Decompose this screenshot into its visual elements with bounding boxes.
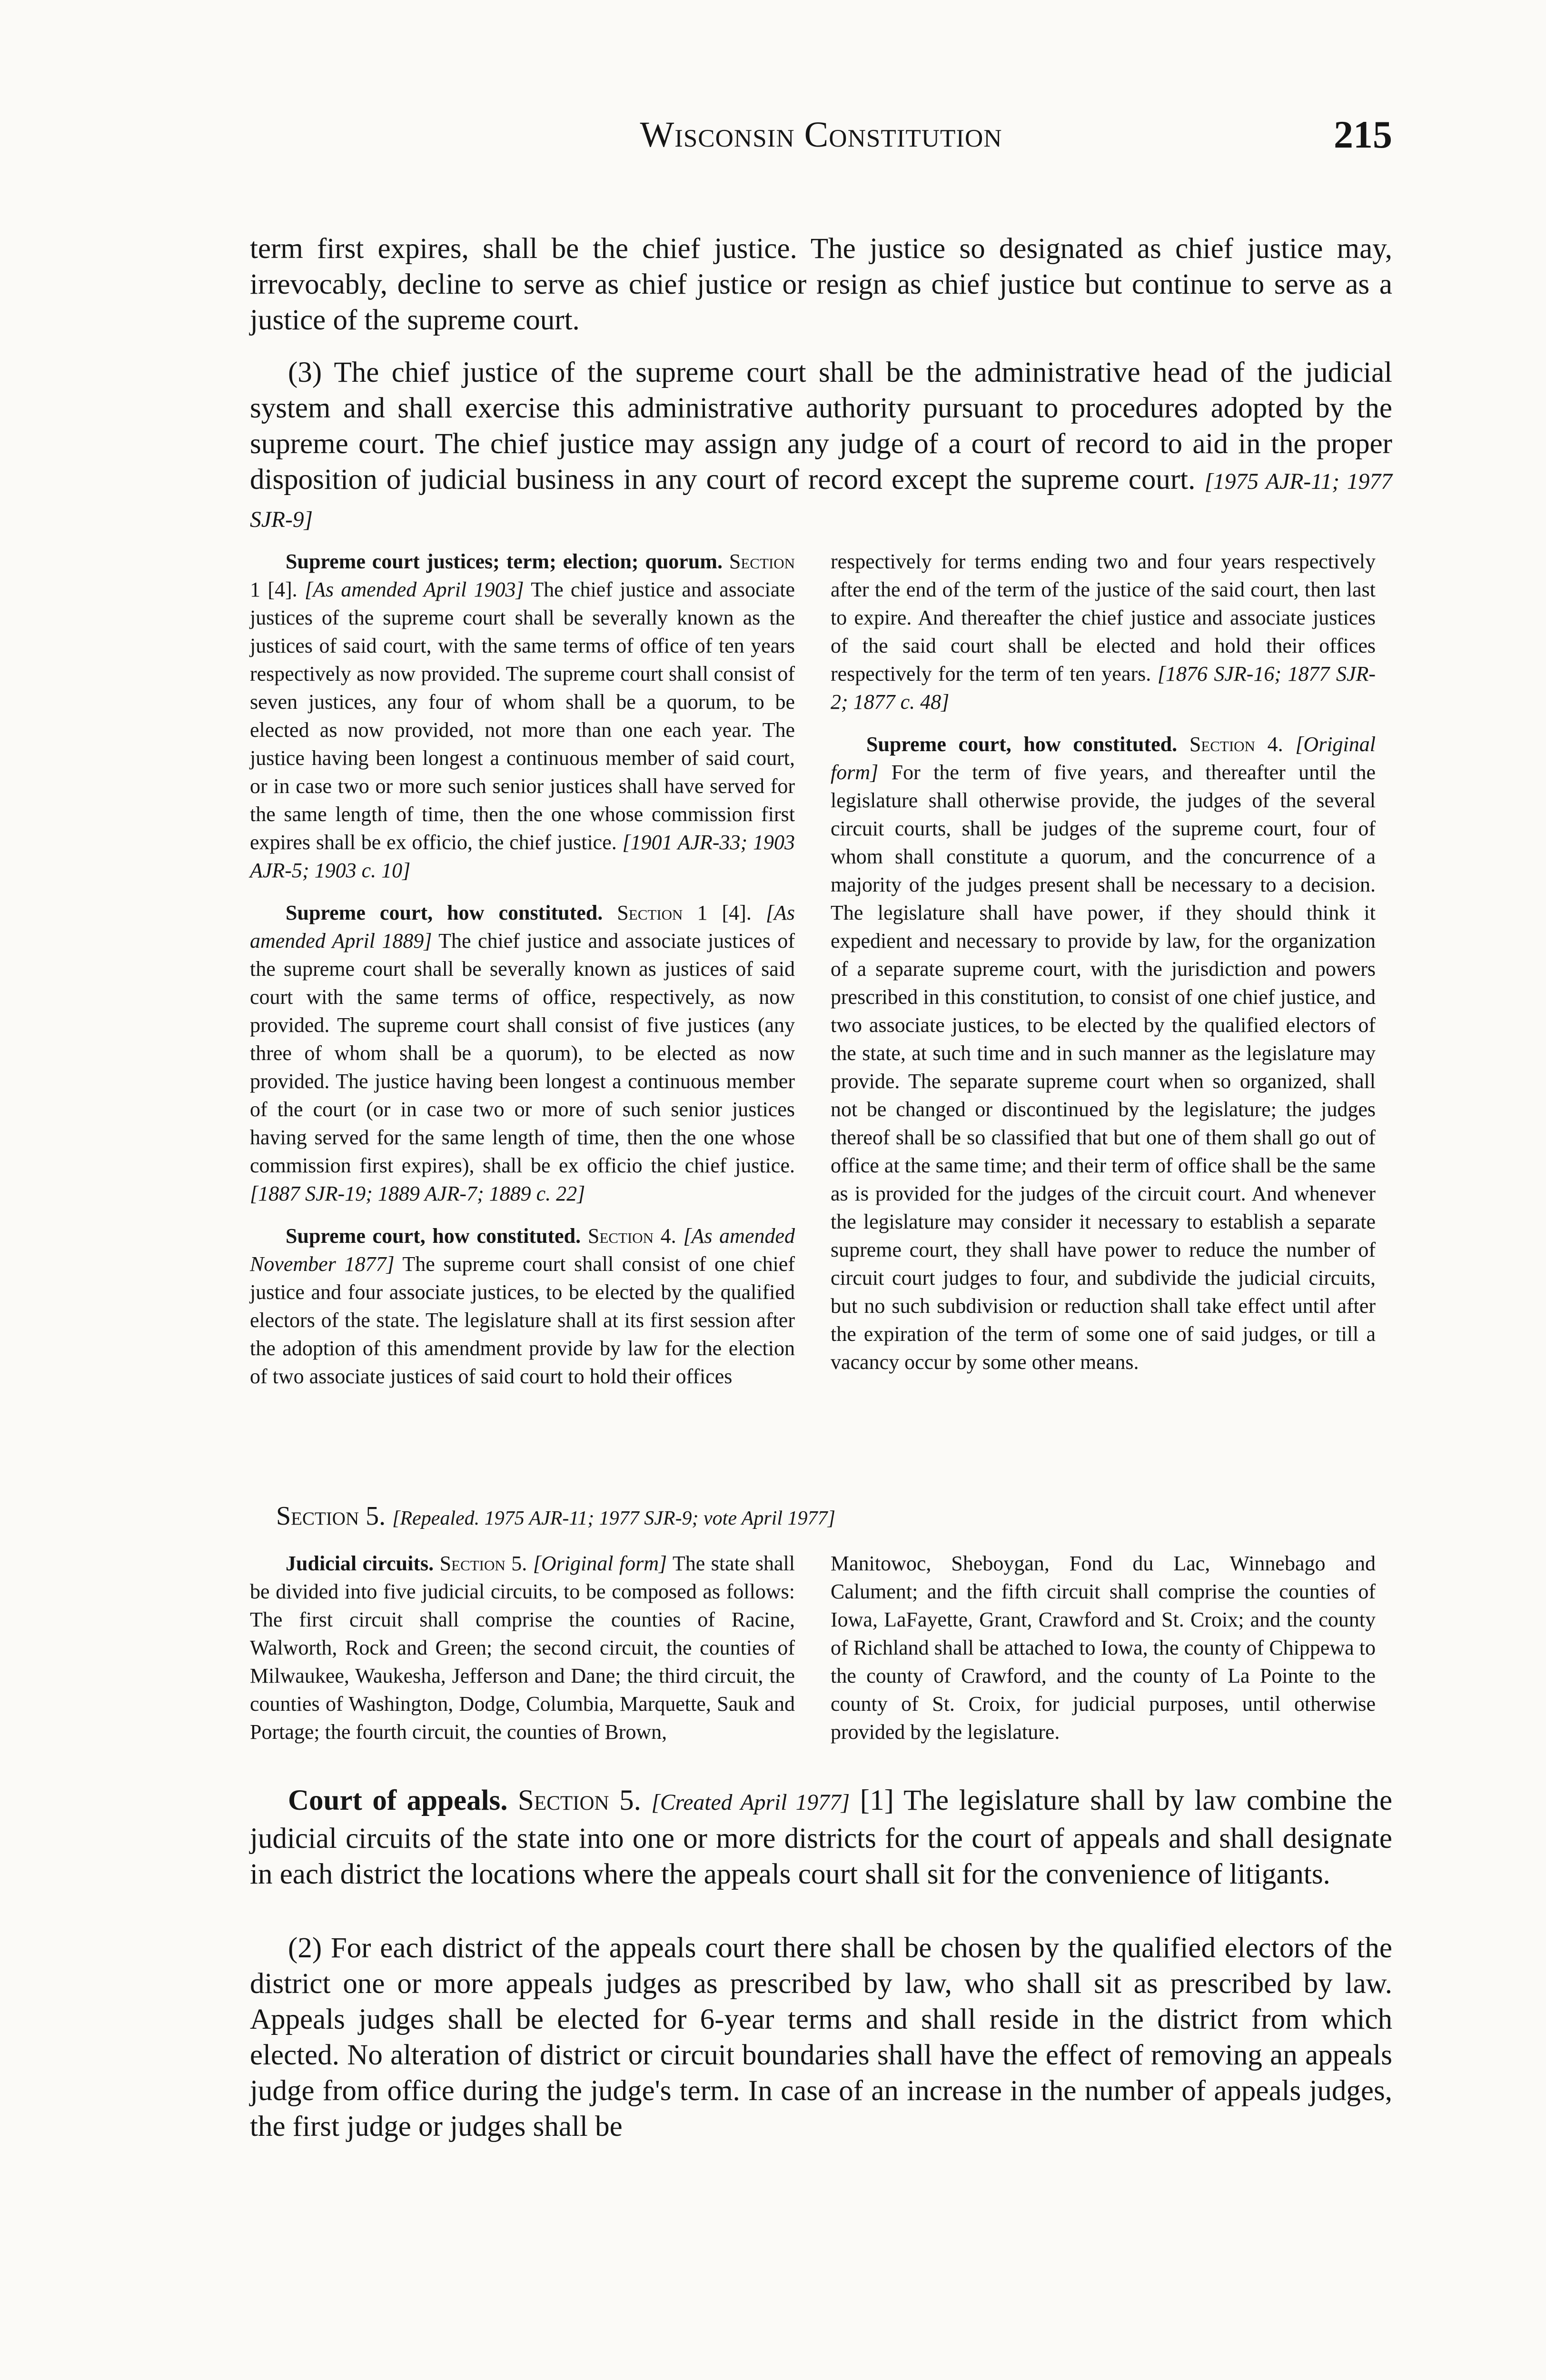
note-supreme-court-1877: Supreme court, how constituted. Section 4. [As amended November 1877] The supreme court shall consist of one chief justice and four associate justices, to be elected by the qualified electors of the state. The legislature shall at its first session after the adoption of this amendment provide by law for the election of two associate justices of said court to hold their offices xyxy=(250,1224,795,1388)
intro-paragraph-1: term first expires, shall be the chief justice. The justice so designated as chief justice may, irrevocably, decline to serve as chief justice or resign as chief justice but continue to serve as a justice of the supreme court. xyxy=(250,233,1392,336)
section-5-repealed: Section 5. [Repealed. 1975 AJR-11; 1977 SJR-9; vote April 1977] xyxy=(276,1501,835,1531)
intro-paragraph-2: (3) The chief justice of the supreme court shall be the administrative head of the judicial system and shall exercise this administrative authority pursuant to procedures adopted by the supreme court. The chief justice may assign any judge of a court of record to aid in the proper disposition of judicial business in any court of record except the supreme court. [1975 AJR-11; 1977 SJR-9] xyxy=(250,357,1392,532)
running-title: Wisconsin Constitution xyxy=(640,115,1002,155)
judicial-circuits-left xyxy=(250,1549,795,1760)
note-supreme-court-justices: Supreme court justices; term; election; quorum. Section 1 [4]. [As amended April 1903] The chief justice and associate justices of the supreme court shall be severally known as the justices of said court, with the same terms of office of ten years respectively as now provided. The supreme court shall consist of seven justices, any four of whom shall be a quorum, to be elected as now provided, not more than one each year. The justice having been longest a continuous member of said court, or in case two or more such senior justices shall have served for the same length of time, then the one whose commission first expires shall be ex officio, the chief justice. [1901 AJR-33; 1903 AJR-5; 1903 c. 10] xyxy=(250,550,795,882)
right-column xyxy=(831,547,1376,1390)
citation: [1975 AJR-11; 1977 SJR-9] xyxy=(250,469,1392,532)
note-judicial-circuits: Judicial circuits. Section 5. [Original form] The state shall be divided into five judicial circuits, to be composed as follows: The first circuit shall comprise the counties of Racine, Walworth, Rock and Green; the second circuit, the counties of Milwaukee, Waukesha, Jefferson and Dane; the third circuit, the counties of Washington, Dodge, Columbia, Marquette, Sauk and Portage; the fourth circuit, the counties of Brown, xyxy=(250,1552,795,1744)
court-of-appeals-paragraph-2: (2) For each district of the appeals court there shall be chosen by the qualified electors of the district one or more appeals judges as prescribed by law, who shall sit as prescribed by law. Appeals judges shall be elected for 6-year terms and shall reside in the district from which elected. No alteration of district or circuit boundaries shall have the effect of removing an appeals judge from office during the judge's term. In case of an increase in the number of appeals judges, the first judge or judges shall be xyxy=(250,1932,1392,2142)
note-judicial-circuits-continued: Manitowoc, Sheboygan, Fond du Lac, Winnebago and Calument; and the fifth circuit shall comprise the counties of Iowa, LaFayette, Grant, Crawford and St. Croix; and the county of Richland shall be attached to Iowa, the county of Chippewa to the county of Crawford, and the county of La Pointe to the county of St. Croix, for judicial purposes, until otherwise provided by the legislature. xyxy=(831,1552,1376,1744)
page-header xyxy=(250,114,1392,167)
court-of-appeals-paragraph-1: Court of appeals. Section 5. [Created April 1977] [1] The legislature shall by law combine the judicial circuits of the state into one or more districts for the court of appeals and shall designate in each district the locations where the appeals court shall sit for the convenience of litigants. xyxy=(250,1785,1393,1890)
left-column xyxy=(250,547,795,1405)
judicial-circuits-right xyxy=(831,1549,1376,1760)
page-number: 215 xyxy=(1334,113,1392,156)
note-continuation: respectively for terms ending two and four years respectively after the end of the term of the justice of the said court, then last to expire. And thereafter the chief justice and associate justices of the said court shall be elected and hold their offices respectively for the term of ten years. [1876 SJR-16; 1877 SJR-2; 1877 c. 48] xyxy=(831,550,1376,714)
note-supreme-court-1889: Supreme court, how constituted. Section 1 [4]. [As amended April 1889] The chief justice and associate justices of the supreme court shall be severally known as justices of said court with the same terms of office, respectively, as now provided. The supreme court shall consist of five justices (any three of whom shall be a quorum), to be elected as now provided. The justice having been longest a continuous member of the court (or in case two or more of such senior justices having served for the same length of time, then the one whose commission first expires), shall be ex officio the chief justice. [1887 SJR-19; 1889 AJR-7; 1889 c. 22] xyxy=(250,901,795,1205)
note-supreme-court-original: Supreme court, how constituted. Section 4. [Original form] For the term of five years, and thereafter until the legislature shall otherwise provide, the judges of the several circuit courts, shall be judges of the supreme court, four of whom shall constitute a quorum, and the concurrence of a majority of the judges present shall be necessary to a decision. The legislature shall have power, if they should think it expedient and necessary to provide by law, for the organization of a separate supreme court, with the jurisdiction and powers prescribed in this constitution, to consist of one chief justice, and two associate justices, to be elected by the qualified electors of the state, at such time and in such manner as the legislature may provide. The separate supreme court when so organized, shall not be changed or discontinued by the legislature; the judges thereof shall be so classified that but one of them shall go out of office at the same time; and their term of office shall be the same as is provided for the judges of the circuit court. And whenever the legislature may consider it necessary to establish a separate supreme court, they shall have power to reduce the number of circuit court judges to four, and subdivide the judicial circuits, but no such subdivision or reduction shall take effect until after the expiration of the term of some one of said judges, or till a vacancy occur by some other means. xyxy=(831,733,1376,1374)
